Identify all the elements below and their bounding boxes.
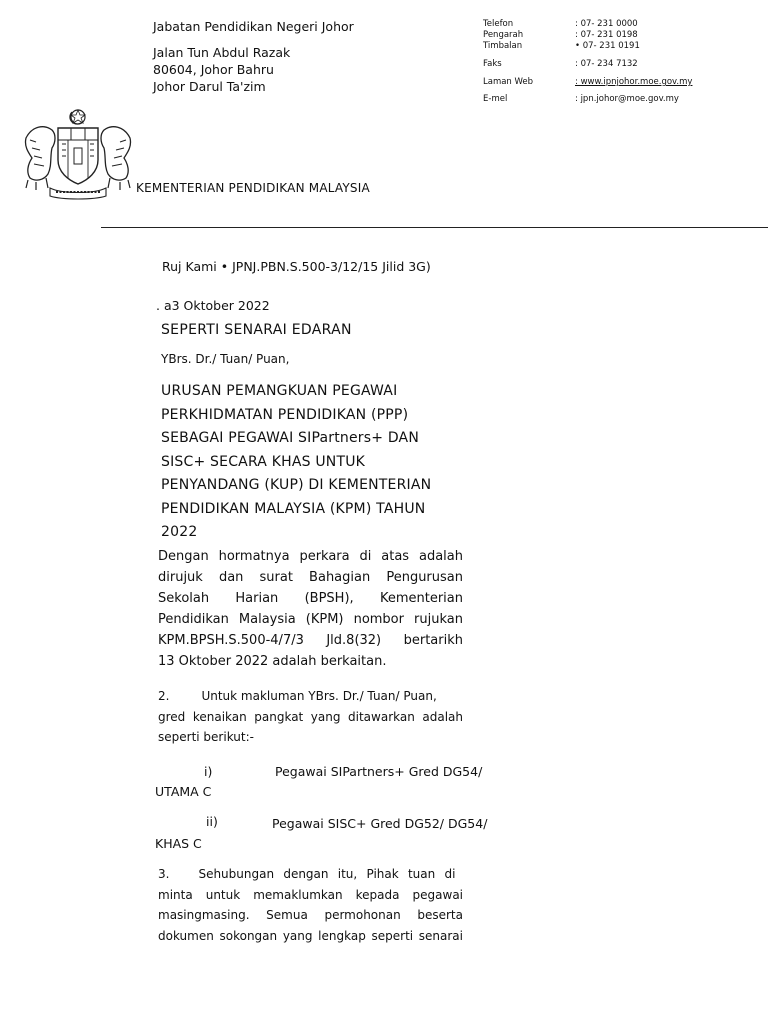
contact-value: : 07- 234 7132 [575,59,638,69]
paragraph-line: 13 Oktober 2022 adalah berkaitan. [158,654,387,669]
address-line-2: 80604, Johor Bahru [153,62,274,77]
coat-of-arms-logo [22,108,134,200]
paragraph-number: 3. [158,867,170,881]
contact-label: Timbalan [483,41,523,51]
paragraph-number: 2. [158,689,170,703]
paragraph-line: dirujuk dan surat Bahagian Pengurusan [158,570,463,585]
list-item-text: Pegawai SISC+ Gred DG52/ DG54/ [272,816,488,831]
subject-line: 2022 [161,524,198,540]
department-name: Jabatan Pendidikan Negeri Johor [153,19,354,34]
header-divider [101,227,768,228]
list-item-continuation: UTAMA C [155,784,212,799]
subject-line: PENYANDANG (KUP) DI KEMENTERIAN [161,477,432,493]
recipient-line: SEPERTI SENARAI EDARAN [161,322,352,338]
paragraph-line: KPM.BPSH.S.500-4/7/3 Jld.8(32) bertarikh [158,633,463,648]
list-item-number: i) [204,764,213,779]
contact-value: : 07- 231 0000 [575,19,638,29]
paragraph-line: Untuk makluman YBrs. Dr./ Tuan/ Puan, [201,689,437,703]
contact-value: : 07- 231 0198 [575,30,638,40]
list-item-text: Pegawai SIPartners+ Gred DG54/ [275,764,483,779]
paragraph-line: Sehubungan dengan itu, Pihak tuan di [198,867,456,881]
paragraph-2 [158,686,463,748]
subject-line: URUSAN PEMANGKUAN PEGAWAI [161,383,398,399]
paragraph-line: gred kenaikan pangkat yang ditawarkan adalah [158,709,463,724]
subject-line: SISC+ SECARA KHAS UNTUK [161,453,366,470]
paragraph-line: Sekolah Harian (BPSH), Kementerian [158,591,463,606]
paragraph-3 [158,864,463,946]
ministry-name: KEMENTERIAN PENDIDIKAN MALAYSIA [136,181,370,195]
contact-label: E-mel [483,94,508,104]
website-link[interactable]: : www.ipnjohor.moe.gov.my [575,77,693,87]
letter-subject [161,380,461,545]
contact-value: • 07- 231 0191 [575,41,640,51]
paragraph-line: Pendidikan Malaysia (KPM) nombor rujukan [158,612,463,627]
contact-label: Faks [483,59,502,69]
paragraph-line: masingmasing. Semua permohonan beserta [158,908,463,922]
email-value: : jpn.johor@moe.gov.my [575,94,679,104]
subject-line: PENDIDIKAN MALAYSIA (KPM) TAHUN [161,500,426,517]
contact-label: Telefon [483,19,514,29]
address-line-3: Johor Darul Ta'zim [153,79,266,94]
subject-line: SEBAGAI PEGAWAI SIPartners+ DAN [161,430,420,446]
letter-date: . a3 Oktober 2022 [156,298,270,313]
list-item-continuation: KHAS C [155,836,202,851]
address-line-1: Jalan Tun Abdul Razak [153,45,291,60]
paragraph-line: dokumen sokongan yang lengkap seperti senarai [158,928,463,943]
paragraph-line: minta untuk memaklumkan kepada pegawai [158,887,463,902]
list-item-number: ii) [206,814,218,829]
contact-label: Pengarah [483,30,524,40]
paragraph-1 [158,546,463,672]
paragraph-line: Dengan hormatnya perkara di atas adalah [158,549,463,564]
subject-line: PERKHIDMATAN PENDIDIKAN (PPP) [161,406,409,423]
reference-number: Ruj Kami • JPNJ.PBN.S.500-3/12/15 Jilid 3G) [162,259,431,274]
paragraph-line: seperti berikut:- [158,730,254,744]
salutation: YBrs. Dr./ Tuan/ Puan, [161,352,290,366]
letterhead-address [153,18,354,95]
contact-label: Laman Web [483,77,534,87]
